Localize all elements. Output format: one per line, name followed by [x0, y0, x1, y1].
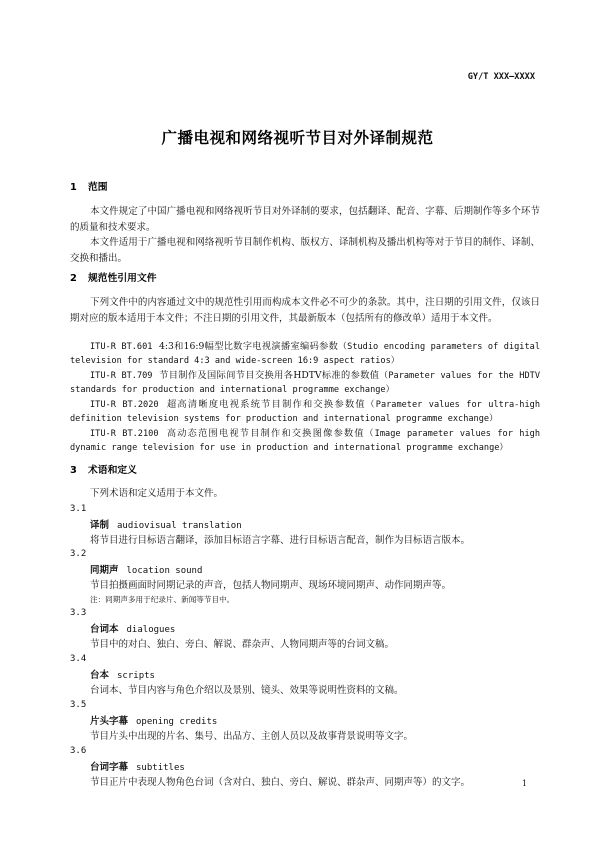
reference-title-en: （Image parameter values for high dynamic range television for use in production and international programme exchange）: [70, 429, 541, 453]
paragraph: 本文件规定了中国广播电视和网络视听节目对外译制的要求，包括翻译、配音、字幕、后期制作等多个环节的质量和技术要求。: [70, 206, 540, 233]
reference-title-cn: 超高清晰度电视系统节目制作和交换参数值: [166, 399, 366, 410]
term-chinese: 同期声: [90, 565, 119, 576]
document-title: 广播电视和网络视听节目对外译制规范: [161, 129, 434, 147]
reference-code: ITU-R BT.601: [90, 342, 153, 352]
term-chinese: 片头字幕: [90, 716, 129, 727]
standard-code: GY/T XXX—XXXX: [467, 72, 535, 82]
reference-title-en: （Parameter values for ultra-high definition television systems for production and international programme exchange）: [70, 400, 541, 424]
term-chinese: 台词本: [90, 624, 119, 635]
term-english: dialogues: [126, 625, 176, 635]
term-english: audiovisual translation: [117, 521, 242, 531]
section-title: 规范性引用文件: [88, 273, 157, 284]
reference-title-en: （Studio encoding parameters of digital television for standard 4:3 and wide-screen 16:9 aspect ratios）: [70, 342, 541, 366]
reference-title-en: （Parameter values for the HDTV standards for production and international programme exchange）: [70, 371, 540, 395]
paragraph: 下列文件中的内容通过文中的规范性引用而构成本文件必不可少的条款。其中，注日期的引用文件，仅该日期对应的版本适用于本文件；不注日期的引用文件，其最新版本（包括所有的修改单）适用于本文件。: [70, 297, 540, 324]
term-english: subtitles: [136, 763, 185, 773]
term-english: scripts: [117, 671, 155, 681]
reference-entry: [70, 398, 540, 426]
reference-entry: [70, 369, 540, 397]
term-definition: 节目正片中表现人物角色台词（含对白、独白、旁白、解说、群杂声、同期声等）的文字。: [90, 777, 471, 788]
section-number: 3: [70, 465, 77, 476]
term-definition: 将节目进行目标语言翻译，添加目标语言字幕、进行目标语言配音，制作为目标语言版本。: [90, 535, 471, 546]
term-english: location sound: [126, 566, 203, 576]
reference-code: ITU-R BT.709: [90, 371, 153, 381]
section-heading-terms-and-definitions: [70, 463, 137, 479]
term-definition: 节目拍摄画面时同期记录的声音，包括人物同期声、现场环境同期声、动作同期声等。: [90, 580, 452, 591]
term-definition: 节目中的对白、独白、旁白、解说、群杂声、人物同期声等的台词文稿。: [90, 639, 395, 650]
term-number: 3.2: [70, 549, 87, 559]
section-number: 2: [70, 273, 77, 284]
section-title: 术语和定义: [88, 465, 137, 476]
term-number: 3.1: [70, 504, 87, 514]
reference-title-cn: 节目制作及国际间节目交换用各HDTV标准的参数值: [159, 370, 380, 381]
term-chinese: 译制: [90, 520, 110, 531]
section-heading-normative-references: [70, 271, 157, 287]
term-number: 3.3: [70, 608, 87, 618]
section-title: 范围: [88, 182, 108, 193]
reference-title-cn: 4:3和16:9幅型比数字电视演播室编码参数: [159, 341, 339, 352]
reference-code: ITU-R BT.2100: [90, 429, 159, 439]
term-number: 3.6: [70, 746, 87, 756]
term-number: 3.4: [70, 654, 87, 664]
reference-entry: [70, 427, 540, 455]
term-english: opening credits: [136, 717, 218, 727]
section-number: 1: [70, 182, 77, 193]
reference-entry: [70, 340, 540, 368]
reference-title-cn: 高动态范围电视节目制作和交换图像参数值: [166, 428, 365, 439]
term-number: 3.5: [70, 700, 87, 710]
term-definition: 台词本、节目内容与角色介绍以及景别、镜头、效果等说明性资料的文稿。: [90, 685, 404, 696]
term-chinese: 台本: [90, 670, 110, 681]
paragraph: 本文件适用于广播电视和网络视听节目制作机构、版权方、译制机构及播出机构等对于节目的制作、译制、交换和播出。: [70, 237, 540, 264]
section-heading-scope: [70, 180, 108, 196]
term-definition: 节目片头中出现的片名、集号、出品方、主创人员以及故事背景说明等文字。: [90, 731, 414, 742]
page-number: 1: [521, 779, 527, 788]
term-chinese: 台词字幕: [90, 762, 129, 773]
reference-code: ITU-R BT.2020: [90, 400, 159, 410]
paragraph: 下列术语和定义适用于本文件。: [90, 488, 224, 499]
term-note: 注：同期声多用于纪录片、新闻等节目中。: [90, 595, 235, 604]
